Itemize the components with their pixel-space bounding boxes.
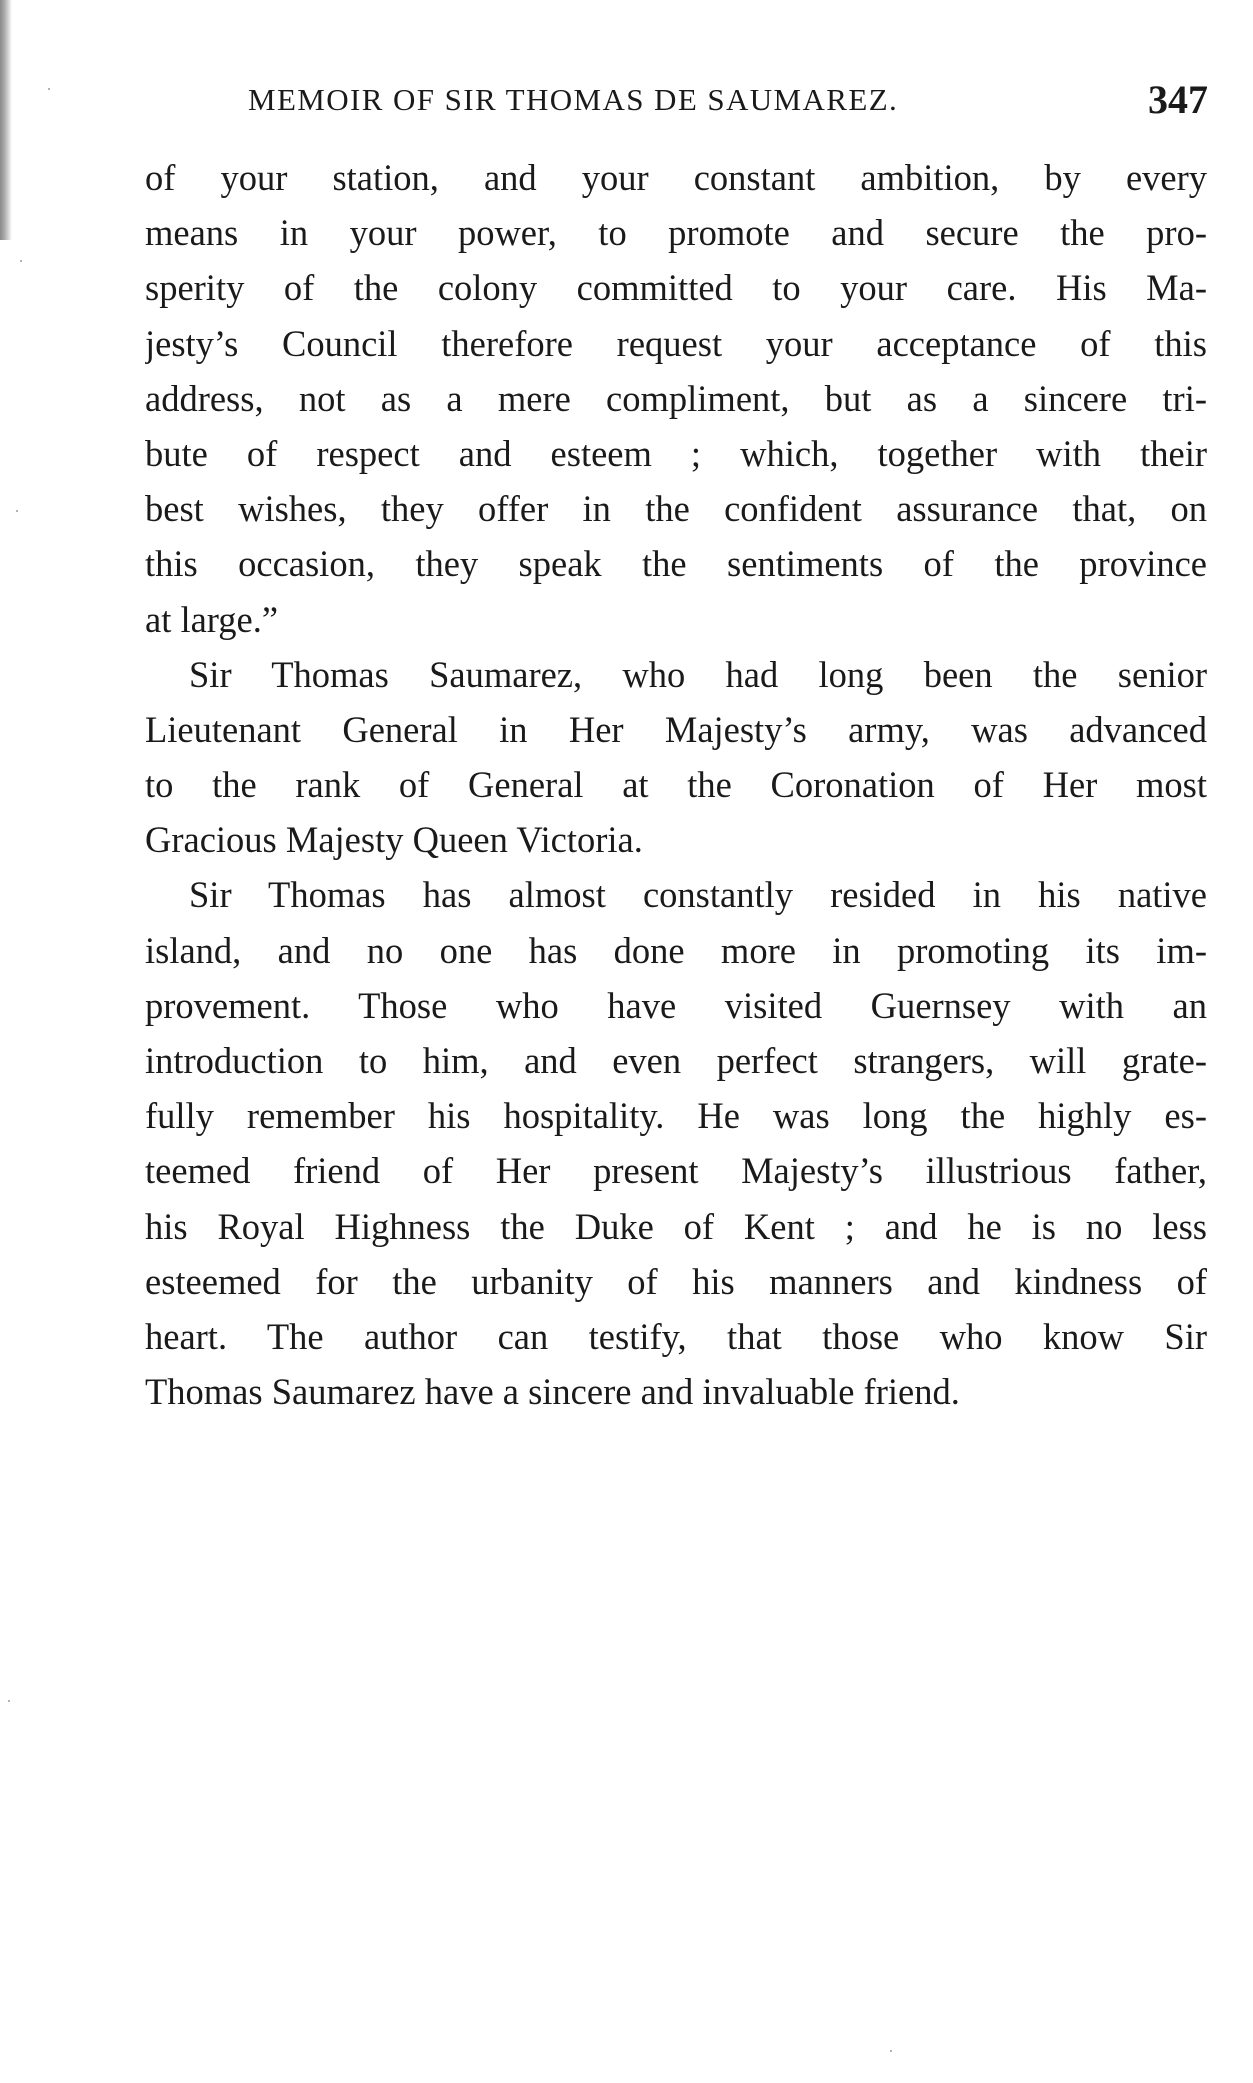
text-line: teemed friend of Her present Majesty’s illustrious father,	[145, 1150, 1207, 1192]
text-line: heart. The author can testify, that those who know Sir	[145, 1315, 1207, 1357]
text-line: means in your power, to promote and secure the pro-	[145, 212, 1207, 254]
text-line: island, and no one has done more in promoting its im-	[145, 929, 1207, 971]
text-line: provement. Those who have visited Guernsey with an	[145, 984, 1207, 1026]
paper-speck	[16, 510, 18, 512]
text-line: sperity of the colony committed to your care. His Ma-	[145, 267, 1207, 309]
text-line: Sir Thomas Saumarez, who had long been the senior	[189, 653, 1207, 695]
text-line: at large.”	[145, 598, 279, 640]
text-line: Gracious Majesty Queen Victoria.	[145, 819, 643, 861]
paper-speck	[20, 260, 22, 262]
text-line: fully remember his hospitality. He was long the highly es-	[145, 1095, 1207, 1137]
page-gutter-edge	[0, 0, 12, 240]
text-line: address, not as a mere compliment, but as a sincere tri-	[145, 377, 1207, 419]
running-head	[248, 78, 1208, 126]
text-line: this occasion, they speak the sentiments of the province	[145, 543, 1207, 585]
running-head-title: MEMOIR OF SIR THOMAS DE SAUMAREZ.	[248, 82, 899, 117]
text-line: introduction to him, and even perfect strangers, will grate-	[145, 1040, 1207, 1081]
text-line: his Royal Highness the Duke of Kent ; and he is no less	[145, 1205, 1207, 1247]
paragraph	[145, 867, 1207, 1419]
text-line: Thomas Saumarez have a sincere and invaluable friend.	[145, 1371, 960, 1413]
text-line: best wishes, they offer in the confident assurance that, on	[145, 488, 1207, 530]
text-line: esteemed for the urbanity of his manners and kindness of	[145, 1260, 1207, 1302]
paragraph	[145, 150, 1207, 647]
paragraph	[145, 647, 1207, 868]
paper-speck	[890, 2050, 892, 2052]
paper-speck	[8, 1700, 10, 1702]
paper-speck	[48, 88, 50, 90]
text-line: Sir Thomas has almost constantly resided in his native	[189, 874, 1207, 916]
text-line: Lieutenant General in Her Majesty’s army, was advanced	[145, 708, 1207, 750]
page-number: 347	[1148, 77, 1208, 122]
body-text	[145, 150, 1207, 1419]
text-line: of your station, and your constant ambition, by every	[145, 157, 1207, 198]
text-line: jesty’s Council therefore request your acceptance of this	[145, 322, 1207, 364]
text-line: bute of respect and esteem ; which, together with their	[145, 432, 1207, 474]
text-line: to the rank of General at the Coronation of Her most	[145, 764, 1207, 806]
